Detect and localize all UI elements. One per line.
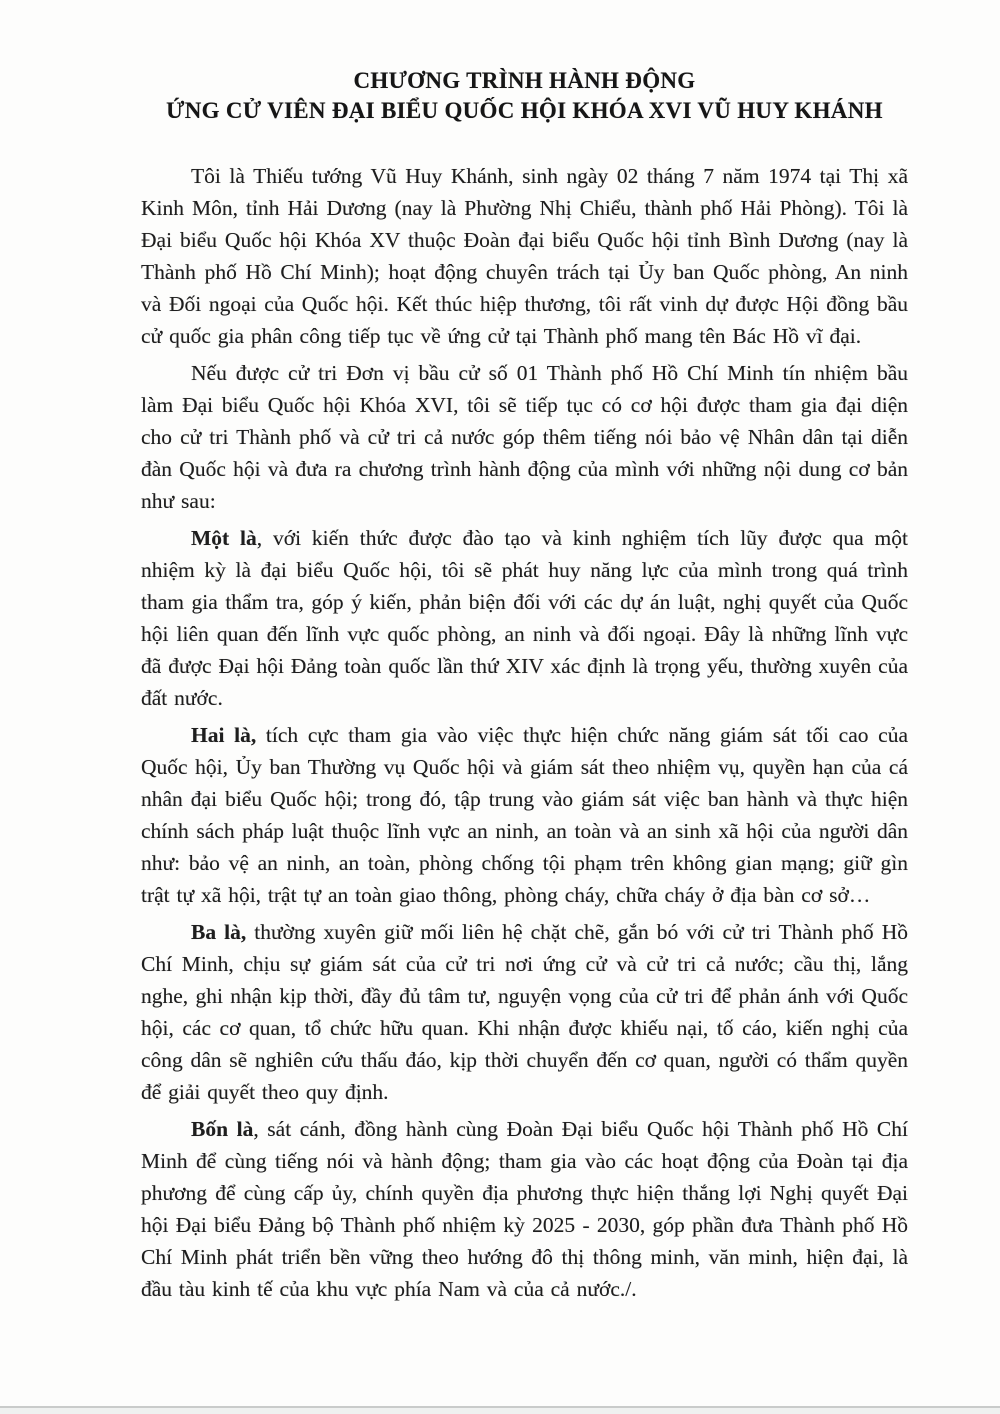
document-title-line1: CHƯƠNG TRÌNH HÀNH ĐỘNG xyxy=(353,68,696,93)
paragraph-lead: Một là xyxy=(191,526,257,550)
paragraph-point-1 xyxy=(141,522,908,714)
paragraph-point-3 xyxy=(141,916,908,1108)
document-body xyxy=(141,160,908,1305)
page-bottom-edge xyxy=(0,1406,1000,1414)
paragraph-lead: Hai là, xyxy=(191,723,257,747)
paragraph-lead: Bốn là xyxy=(191,1117,254,1141)
paragraph-text: , sát cánh, đồng hành cùng Đoàn Đại biểu Quốc hội Thành phố Hồ Chí Minh để cùng tiếng nói và hành động; tham gia vào các hoạt động của Đoàn tại địa phương để cùng cấp ủy, chính quyền địa phương thực hiện thắng lợi Nghị quyết Đại hội Đại biểu Đảng bộ Thành phố nhiệm kỳ 2025 - 2030, góp phần đưa Thành phố Hồ Chí Minh phát triển bền vững theo hướng đô thị thông minh, văn minh, hiện đại, là đầu tàu kinh tế của khu vực phía Nam và của cả nước./. xyxy=(141,1117,908,1301)
paragraph-text: tích cực tham gia vào việc thực hiện chức năng giám sát tối cao của Quốc hội, Ủy ban Thường vụ Quốc hội và giám sát theo nhiệm vụ, quyền hạn của cá nhân đại biểu Quốc hội; trong đó, tập trung vào giám sát việc ban hành và thực hiện chính sách pháp luật thuộc lĩnh vực an ninh, an toàn và an sinh xã hội của người dân như: bảo vệ an ninh, an toàn, phòng chống tội phạm trên không gian mạng; giữ gìn trật tự xã hội, trật tự an toàn giao thông, phòng cháy, chữa cháy ở địa bàn cơ sở… xyxy=(141,723,909,907)
document-title-line2: ỨNG CỬ VIÊN ĐẠI BIỂU QUỐC HỘI KHÓA XVI VŨ HUY KHÁNH xyxy=(166,98,883,123)
paragraph-lead: Ba là, xyxy=(191,920,247,944)
paragraph-point-2 xyxy=(141,719,908,911)
paragraph-constituency xyxy=(141,357,908,517)
paragraph-text: Nếu được cử tri Đơn vị bầu cử số 01 Thành phố Hồ Chí Minh tín nhiệm bầu làm Đại biểu Quốc hội Khóa XVI, tôi sẽ tiếp tục có cơ hội được tham gia đại diện cho cử tri Thành phố và cử tri cả nước góp thêm tiếng nói bảo vệ Nhân dân tại diễn đàn Quốc hội và đưa ra chương trình hành động của mình với những nội dung cơ bản như sau: xyxy=(141,361,908,513)
paragraph-introduction xyxy=(141,160,908,352)
paragraph-text: thường xuyên giữ mối liên hệ chặt chẽ, gắn bó với cử tri Thành phố Hồ Chí Minh, chịu sự giám sát của cử tri nơi ứng cử và cử tri cả nước; cầu thị, lắng nghe, ghi nhận kịp thời, đầy đủ tâm tư, nguyện vọng của cử tri để phản ánh với Quốc hội, các cơ quan, tổ chức hữu quan. Khi nhận được khiếu nại, tố cáo, kiến nghị của công dân sẽ nghiên cứu thấu đáo, kịp thời chuyển đến cơ quan, người có thẩm quyền để giải quyết theo quy định. xyxy=(141,920,908,1104)
paragraph-point-4 xyxy=(141,1113,908,1305)
paragraph-text: , với kiến thức được đào tạo và kinh nghiệm tích lũy được qua một nhiệm kỳ là đại biểu Quốc hội, tôi sẽ phát huy năng lực của mình trong quá trình tham gia thẩm tra, góp ý kiến, phản biện đối với các dự án luật, nghị quyết của Quốc hội liên quan đến lĩnh vực quốc phòng, an ninh và đối ngoại. Đây là những lĩnh vực đã được Đại hội Đảng toàn quốc lần thứ XIV xác định là trọng yếu, thường xuyên của đất nước. xyxy=(141,526,908,710)
document-title xyxy=(141,66,908,126)
paragraph-text: Tôi là Thiếu tướng Vũ Huy Khánh, sinh ngày 02 tháng 7 năm 1974 tại Thị xã Kinh Môn, tỉnh Hải Dương (nay là Phường Nhị Chiểu, thành phố Hải Phòng). Tôi là Đại biểu Quốc hội Khóa XV thuộc Đoàn đại biểu Quốc hội tỉnh Bình Dương (nay là Thành phố Hồ Chí Minh); hoạt động chuyên trách tại Ủy ban Quốc phòng, An ninh và Đối ngoại của Quốc hội. Kết thúc hiệp thương, tôi rất vinh dự được Hội đồng bầu cử quốc gia phân công tiếp tục về ứng cử tại Thành phố mang tên Bác Hồ vĩ đại. xyxy=(141,164,908,348)
